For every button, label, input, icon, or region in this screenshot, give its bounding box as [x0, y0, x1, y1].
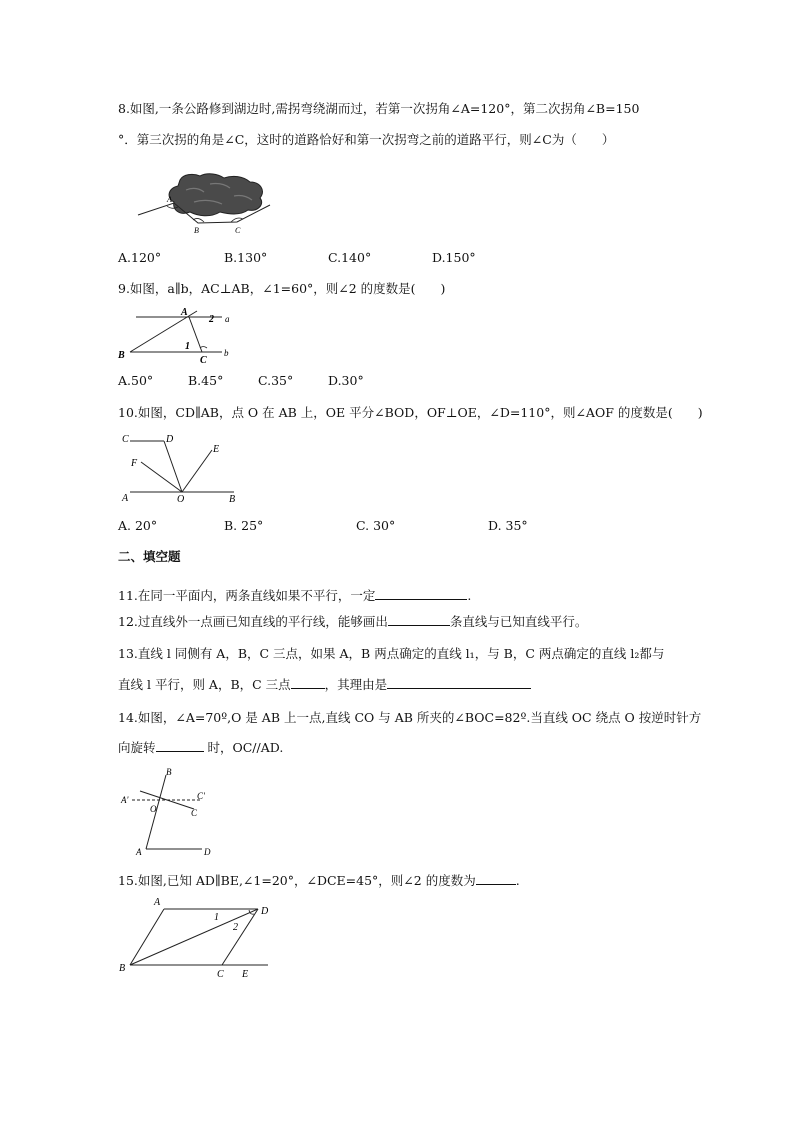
- q14-text-a: 向旋转: [118, 740, 156, 755]
- q10-option-b[interactable]: B. 25°: [224, 518, 264, 533]
- q14-text-b: 时，OC//AD.: [203, 740, 284, 755]
- section-heading-fill-in: 二、填空题: [118, 549, 181, 564]
- label-line-a: a: [225, 314, 230, 324]
- label-b: B: [118, 350, 125, 361]
- q8-option-d[interactable]: D.150°: [432, 250, 476, 265]
- label-a: A: [181, 307, 188, 318]
- label-b: B: [166, 767, 172, 777]
- q13-text-b: ，其理由是: [324, 677, 388, 692]
- q13-line2: [118, 676, 531, 694]
- q13-line1: 13.直线 l 同侧有 A，B，C 三点，如果 A，B 两点确定的直线 l₁，与 B，C 两点确定的直线 l₂都与: [118, 646, 665, 661]
- q11-answer-blank[interactable]: [375, 587, 467, 600]
- q12-text: 12.过直线外一点画已知直线的平行线，能够画出: [118, 614, 388, 629]
- q9-stem: 9.如图，a∥b，AC⊥AB，∠1=60°，则∠2 的度数是( ): [118, 281, 446, 296]
- q15-text-a: 15.如图,已知 AD∥BE,∠1=20°，∠DCE=45°，则∠2 的度数为: [118, 873, 476, 888]
- lake-shape: [169, 174, 262, 216]
- q15-line1: [118, 872, 520, 890]
- q15-figure: [118, 895, 278, 980]
- q9-option-d[interactable]: D.30°: [328, 373, 364, 388]
- label-a: A: [136, 847, 142, 857]
- label-c: C: [122, 434, 129, 445]
- label-e: E: [213, 444, 220, 455]
- label-c: C: [217, 969, 224, 980]
- label-b: B: [194, 226, 199, 235]
- q13-answer-blank-1[interactable]: [291, 676, 325, 689]
- q9-option-b[interactable]: B.45°: [188, 373, 224, 388]
- q8-stem-line2: °．第三次拐的角是∠C，这时的道路恰好和第一次拐弯之前的道路平行，则∠C为（ ）: [118, 132, 615, 147]
- q14-line1: 14.如图，∠A=70º,O 是 AB 上一点,直线 CO 与 AB 所夹的∠BOC=82º.当直线 OC 绕点 O 按逆时针方: [118, 710, 702, 725]
- label-o: O: [150, 804, 157, 814]
- segment-ab: [130, 909, 164, 965]
- ray-oe: [182, 450, 212, 492]
- q9-option-a[interactable]: A.50°: [118, 373, 154, 388]
- segment-bd: [130, 909, 258, 965]
- q8-lake-figure: [138, 170, 273, 240]
- label-n1: 1: [185, 341, 190, 352]
- q10-figure: [118, 428, 248, 508]
- label-c: C: [191, 808, 198, 818]
- q10-option-a[interactable]: A. 20°: [118, 518, 158, 533]
- label-o: O: [177, 494, 185, 505]
- q10-stem: 10.如图，CD∥AB，点 O 在 AB 上，OE 平分∠BOD，OF⊥OE，∠D=110°，则∠AOF 的度数是( ): [118, 405, 703, 420]
- q12-end: 条直线与已知直线平行。: [449, 614, 588, 629]
- q11-end: .: [467, 588, 472, 603]
- label-b: B: [229, 494, 236, 505]
- label-a: A: [167, 195, 172, 204]
- label-a: A: [154, 897, 161, 908]
- q12: [118, 613, 587, 631]
- label-c: C: [200, 355, 207, 366]
- ray-of: [141, 462, 182, 492]
- label-f: F: [131, 458, 138, 469]
- q11-text: 11.在同一平面内，两条直线如果不平行，一定: [118, 588, 376, 603]
- q15-text-b: .: [515, 873, 520, 888]
- label-line-b: b: [224, 348, 229, 358]
- q11: [118, 587, 471, 605]
- q15-answer-blank[interactable]: [476, 872, 516, 885]
- q9-figure: [118, 303, 238, 365]
- q13-answer-blank-2[interactable]: [387, 676, 531, 689]
- right-angle-mark: [200, 347, 207, 349]
- label-b: B: [119, 963, 126, 974]
- label-c: C: [235, 226, 241, 235]
- q12-answer-blank[interactable]: [388, 613, 450, 626]
- label-a-prime: A': [121, 795, 129, 805]
- label-d: D: [166, 434, 174, 445]
- q10-option-d[interactable]: D. 35°: [488, 518, 528, 533]
- label-n2: 2: [209, 314, 214, 325]
- segment-ac: [189, 317, 202, 352]
- q14-figure: [118, 765, 228, 860]
- q8-option-c[interactable]: C.140°: [328, 250, 372, 265]
- q9-option-c[interactable]: C.35°: [258, 373, 294, 388]
- label-n1: 1: [214, 912, 219, 923]
- q13-text-a: 直线 l 平行，则 A，B，C 三点: [118, 677, 291, 692]
- label-e: E: [242, 969, 249, 980]
- q10-option-c[interactable]: C. 30°: [356, 518, 396, 533]
- label-n2: 2: [233, 922, 238, 933]
- q8-option-b[interactable]: B.130°: [224, 250, 268, 265]
- q8-stem-line1: 8.如图,一条公路修到湖边时,需拐弯绕湖而过，若第一次拐角∠A=120°，第二次拐角∠B=150: [118, 101, 640, 116]
- label-c-prime: C': [197, 791, 205, 801]
- label-d: D: [261, 906, 269, 917]
- q8-option-a[interactable]: A.120°: [118, 250, 162, 265]
- label-a: A: [122, 493, 129, 504]
- label-d: D: [204, 847, 211, 857]
- q14-answer-blank[interactable]: [156, 739, 204, 752]
- q14-line2: [118, 739, 283, 757]
- ray-od: [164, 441, 182, 492]
